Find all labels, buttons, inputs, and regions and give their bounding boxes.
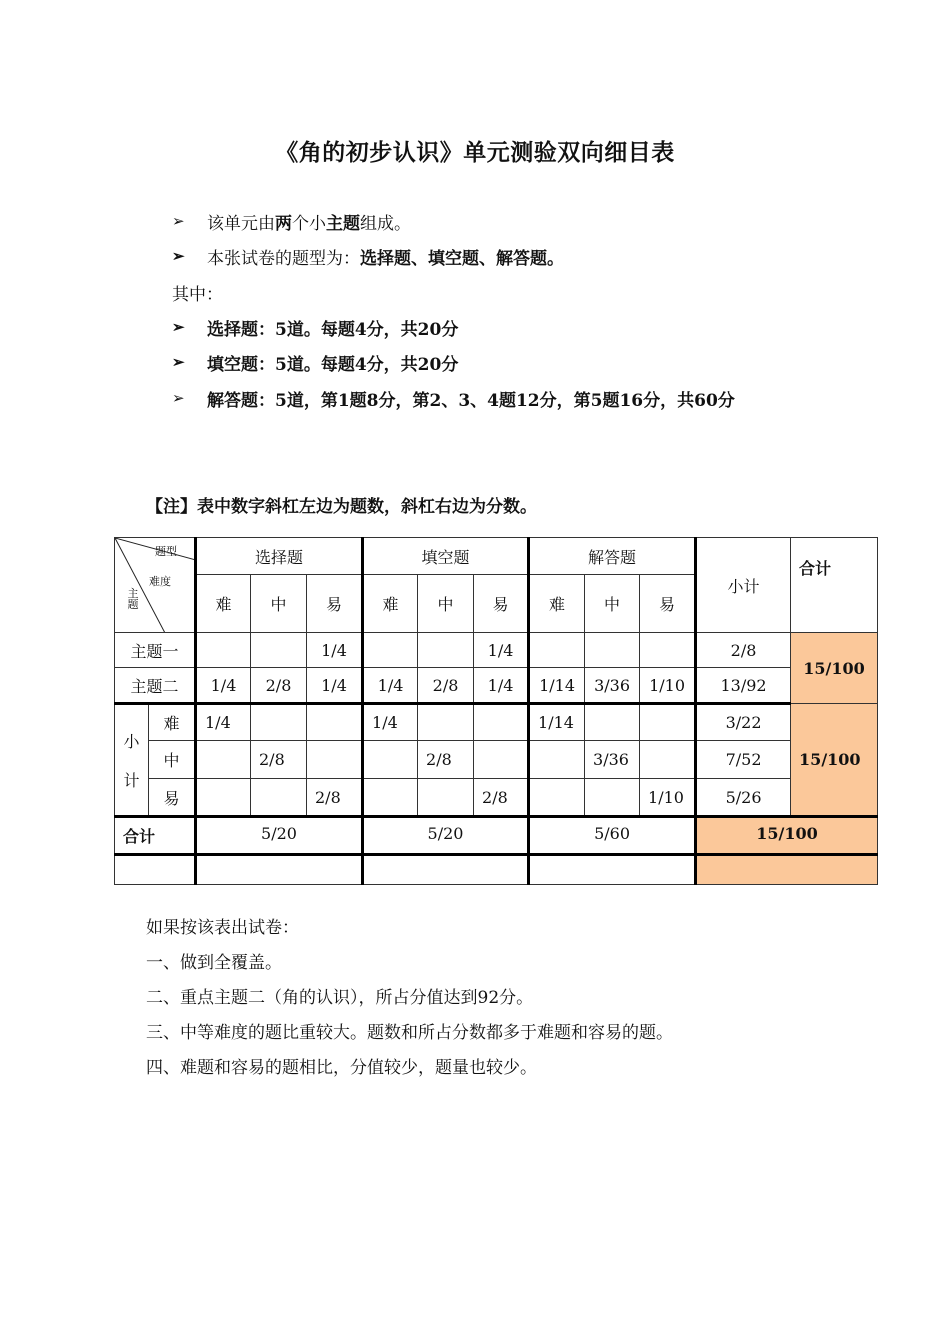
spec-table	[114, 537, 878, 885]
table-cell: 1/4	[363, 704, 418, 741]
table-cell	[196, 779, 251, 817]
table-cell: 3/36	[585, 741, 640, 779]
topic-label: 主题一	[115, 633, 196, 668]
table-cell	[585, 779, 640, 817]
total-answer: 5/60	[529, 817, 696, 855]
level-header: 中	[251, 575, 307, 633]
level-header: 难	[363, 575, 418, 633]
table-cell	[363, 741, 418, 779]
conclusion-intro: 如果按该表出试卷：	[146, 918, 299, 938]
grand-total: 15/100	[696, 817, 878, 855]
level-header: 难	[529, 575, 585, 633]
subtotal-cell: 7/52	[696, 741, 791, 779]
table-row	[115, 633, 878, 668]
conclusion-item: 二、重点主题二（角的认识），所占分值达到92分。	[146, 988, 534, 1008]
table-cell: 2/8	[418, 741, 474, 779]
table-cell: 2/8	[474, 779, 529, 817]
empty-cell	[196, 855, 363, 885]
intro-line-1-bold-b: 主题	[326, 214, 360, 234]
level-header: 易	[307, 575, 363, 633]
level-header: 中	[418, 575, 474, 633]
level-label: 易	[149, 779, 196, 817]
table-cell	[418, 704, 474, 741]
table-cell	[585, 633, 640, 668]
table-cell	[529, 741, 585, 779]
table-cell	[307, 704, 363, 741]
bullet-arrow-icon: ➢	[172, 318, 185, 336]
table-cell: 2/8	[307, 779, 363, 817]
bullet-arrow-icon: ➢	[172, 353, 185, 371]
level-label: 难	[149, 704, 196, 741]
table-cell	[363, 633, 418, 668]
subtotal-cell: 2/8	[696, 633, 791, 668]
table-cell: 1/4	[474, 633, 529, 668]
table-cell	[307, 741, 363, 779]
group-header-answer: 解答题	[529, 538, 696, 575]
subtotal-cell: 3/22	[696, 704, 791, 741]
table-note: 【注】表中数字斜杠左边为题数，斜杠右边为分数。	[146, 497, 537, 517]
table-cell: 2/8	[418, 668, 474, 704]
level-subtotal-label-bottom: 计	[123, 771, 140, 790]
topic-label: 主题二	[115, 668, 196, 704]
intro-line-3: 其中：	[172, 285, 223, 305]
table-cell	[251, 704, 307, 741]
intro-line-1	[207, 209, 411, 234]
table-cell: 2/8	[251, 668, 307, 704]
table-cell	[196, 741, 251, 779]
table-cell: 3/36	[585, 668, 640, 704]
table-cell	[418, 779, 474, 817]
table-cell	[529, 779, 585, 817]
table-row	[115, 704, 878, 741]
table-cell: 2/8	[251, 741, 307, 779]
intro-line-2-text: 本张试卷的题型为：	[207, 249, 360, 269]
intro-line-5: 填空题：5道。每题4分，共20分	[207, 355, 459, 375]
intro-line-2-bold: 选择题、填空题、解答题。	[360, 249, 564, 269]
level-subtotal-label	[115, 704, 149, 817]
conclusion-item: 三、中等难度的题比重较大。题数和所占分数都多于难题和容易的题。	[146, 1023, 673, 1043]
empty-cell	[529, 855, 696, 885]
subtotal-cell: 13/92	[696, 668, 791, 704]
total-row-label: 合计	[115, 817, 196, 855]
total-header: 合计	[791, 538, 878, 633]
bullet-arrow-icon: ➢	[172, 389, 185, 407]
table-cell: 1/4	[307, 633, 363, 668]
table-cell: 1/4	[196, 704, 251, 741]
level-header: 难	[196, 575, 251, 633]
group-header-fill: 填空题	[363, 538, 529, 575]
intro-line-6: 解答题：5道，第1题8分，第2、3、4题12分，第5题16分，共60分	[207, 391, 735, 411]
total-fill: 5/20	[363, 817, 529, 855]
table-cell	[640, 741, 696, 779]
table-cell	[640, 633, 696, 668]
subtotal-header: 小计	[696, 538, 791, 633]
corner-difficulty-label: 难度	[149, 575, 171, 588]
table-cell	[418, 633, 474, 668]
topic-total-cell: 15/100	[791, 633, 878, 704]
level-total-cell: 15/100	[791, 704, 878, 817]
corner-type-label: 题型	[155, 545, 177, 558]
conclusion-item: 四、难题和容易的题相比，分值较少，题量也较少。	[146, 1058, 537, 1078]
conclusion-item: 一、做到全覆盖。	[146, 953, 282, 973]
intro-line-1-bold-a: 两	[275, 214, 292, 234]
intro-line-1-text-b: 个小	[292, 214, 326, 234]
bullet-arrow-icon: ➢	[172, 212, 185, 230]
table-cell	[474, 741, 529, 779]
table-row	[115, 668, 878, 704]
table-cell	[251, 779, 307, 817]
intro-line-4: 选择题：5道。每题4分，共20分	[207, 320, 459, 340]
table-cell	[196, 633, 251, 668]
total-choice: 5/20	[196, 817, 363, 855]
level-header: 中	[585, 575, 640, 633]
table-row	[115, 741, 878, 779]
table-cell: 1/10	[640, 668, 696, 704]
corner-topic-label: 主题	[127, 587, 139, 611]
table-corner-cell	[115, 538, 196, 633]
intro-line-2	[207, 244, 564, 269]
table-cell: 1/4	[474, 668, 529, 704]
level-header: 易	[640, 575, 696, 633]
empty-cell	[696, 855, 878, 885]
page-title: 《角的初步认识》单元测验双向细目表	[275, 140, 675, 166]
table-total-row	[115, 817, 878, 855]
table-cell: 1/4	[363, 668, 418, 704]
subtotal-cell: 5/26	[696, 779, 791, 817]
table-cell: 1/10	[640, 779, 696, 817]
table-cell	[585, 704, 640, 741]
table-cell	[251, 633, 307, 668]
intro-line-1-text-a: 该单元由	[207, 214, 275, 234]
table-cell: 1/14	[529, 704, 585, 741]
table-cell	[474, 704, 529, 741]
empty-cell	[115, 855, 196, 885]
table-cell: 1/14	[529, 668, 585, 704]
intro-line-1-text-c: 组成。	[360, 214, 411, 234]
table-row	[115, 779, 878, 817]
level-subtotal-label-top: 小	[123, 732, 140, 751]
level-header: 易	[474, 575, 529, 633]
table-empty-row	[115, 855, 878, 885]
table-cell	[529, 633, 585, 668]
level-label: 中	[149, 741, 196, 779]
bullet-arrow-icon: ➢	[172, 247, 185, 265]
table-cell: 1/4	[307, 668, 363, 704]
table-cell	[640, 704, 696, 741]
empty-cell	[363, 855, 529, 885]
table-cell	[363, 779, 418, 817]
group-header-choice: 选择题	[196, 538, 363, 575]
table-cell: 1/4	[196, 668, 251, 704]
